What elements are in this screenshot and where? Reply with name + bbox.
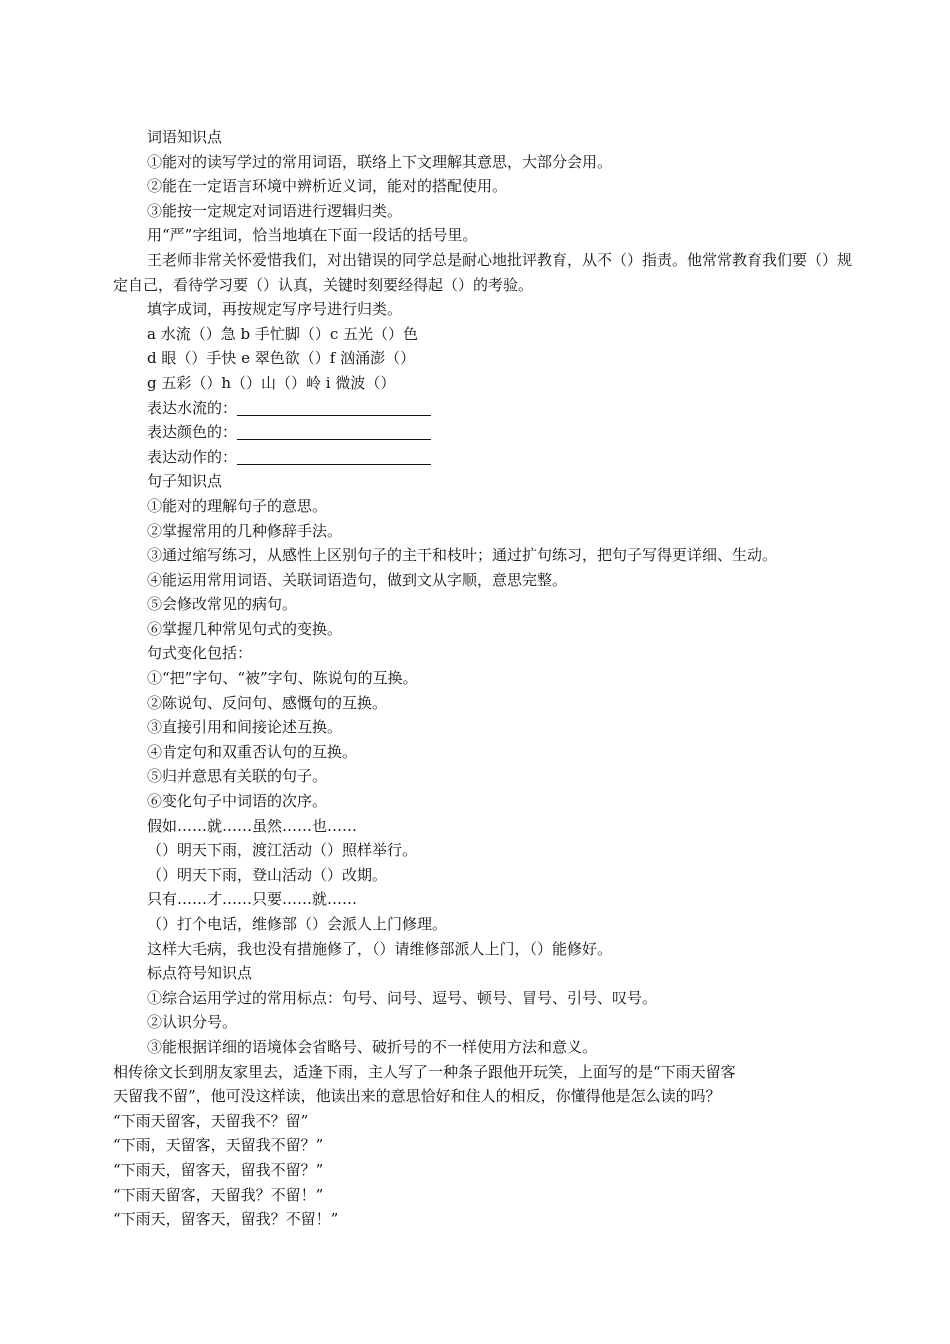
sentence-point: ⑤会修改常见的病句。	[147, 595, 298, 614]
classify-label: 表达动作的：	[147, 447, 238, 466]
sentence-point: ①能对的理解句子的意思。	[147, 496, 328, 515]
conjunction-exercise: （）打个电话，维修部（）会派人上门修理。	[147, 915, 448, 933]
exercise2-row: a 水流（）急 b 手忙脚（）c 五光（）色	[147, 324, 419, 343]
sentence-point: ②掌握常用的几种修辞手法。	[147, 521, 343, 540]
punct-point: ①综合运用学过的常用标点：句号、问号、逗号、顿号、冒号、引号、叹号。	[147, 988, 658, 1007]
exercise1-text: 王老师非常关怀爱惜我们，对出错误的同学总是耐心地批评教育，从不（）指责。他常常教育我们要（）规定自己，看待学习要（）认真，关键时刻要经得起（）的考验。	[113, 250, 853, 294]
exercise1-instruction: 用“严”字组词，恰当地填在下面一段话的括号里。	[147, 226, 478, 245]
transform-item: ②陈说句、反问句、感慨句的互换。	[147, 693, 388, 712]
word-point: ①能对的读写学过的常用词语，联络上下文理解其意思，大部分会用。	[147, 152, 613, 171]
document-body	[113, 125, 863, 1232]
transform-item: ①“把”字句、“被”字句、陈说句的互换。	[147, 669, 418, 688]
story-line: 天留我不留”，他可没这样读，他读出来的意思恰好和住人的相反，你懂得他是怎么读的吗？	[113, 1087, 721, 1106]
conjunction-pair-1: 假如……就……虽然……也……	[147, 816, 358, 835]
reading-option: “下雨天留客，天留我？不留！”	[113, 1185, 324, 1204]
punct-point: ②认识分号。	[147, 1013, 238, 1032]
reading-option: “下雨天，留客天，留我不留？”	[113, 1160, 324, 1179]
transform-item: ④肯定句和双重否认句的互换。	[147, 742, 358, 761]
reading-option: “下雨天，留客天，留我？不留！”	[113, 1210, 339, 1229]
answer-blank	[237, 399, 431, 416]
exercise2-row: d 眼（）手快 e 翠色欲（）f 汹涌澎（）	[147, 349, 416, 368]
classify-label: 表达颜色的：	[147, 423, 238, 442]
sentence-point: ⑥掌握几种常见句式的变换。	[147, 619, 343, 638]
sentence-point: ④能运用常用词语、关联词语造句，做到文从字顺，意思完整。	[147, 570, 568, 589]
answer-blank	[237, 423, 431, 440]
punct-point: ③能根据详细的语境体会省略号、破折号的不一样使用方法和意义。	[147, 1037, 598, 1056]
classify-color-row	[113, 420, 863, 445]
classify-water-row	[113, 396, 863, 421]
word-section-heading: 词语知识点	[147, 128, 223, 146]
word-point: ②能在一定语言环境中辨析近义词，能对的搭配使用。	[147, 177, 508, 196]
transform-item: ⑤归并意思有关联的句子。	[147, 767, 328, 786]
transform-item: ⑥变化句子中词语的次序。	[147, 792, 328, 811]
exercise2-row: g 五彩（）h（）山（）岭 i 微波（）	[147, 373, 396, 392]
transform-item: ③直接引用和间接论述互换。	[147, 718, 343, 737]
conjunction-exercise: （）明天下雨，登山活动（）改期。	[147, 865, 388, 884]
sentence-section-heading: 句子知识点	[147, 472, 223, 491]
conjunction-exercise: （）明天下雨，渡江活动（）照样举行。	[147, 841, 418, 860]
transform-heading: 句式变化包括：	[147, 644, 253, 663]
story-line: 相传徐文长到朋友家里去，适逢下雨，主人写了一种条子跟他开玩笑，上面写的是“下雨天留客	[113, 1062, 736, 1081]
reading-option: “下雨天留客，天留我不？留”	[113, 1111, 309, 1130]
punct-section-heading: 标点符号知识点	[147, 964, 253, 983]
classify-label: 表达水流的：	[147, 398, 238, 417]
conjunction-pair-2: 只有……才……只要……就……	[147, 890, 358, 909]
word-point: ③能按一定规定对词语进行逻辑归类。	[147, 201, 403, 220]
classify-action-row	[113, 445, 863, 470]
reading-option: “下雨，天留客，天留我不留？”	[113, 1136, 324, 1155]
sentence-point: ③通过缩写练习，从感性上区别句子的主干和枝叶；通过扩句练习，把句子写得更详细、生动。	[147, 546, 778, 565]
conjunction-exercise: 这样大毛病，我也没有措施修了，（）请维修部派人上门，（）能修好。	[147, 939, 613, 958]
exercise2-instruction: 填字成词，再按规定写序号进行归类。	[147, 300, 403, 319]
answer-blank	[237, 448, 431, 465]
